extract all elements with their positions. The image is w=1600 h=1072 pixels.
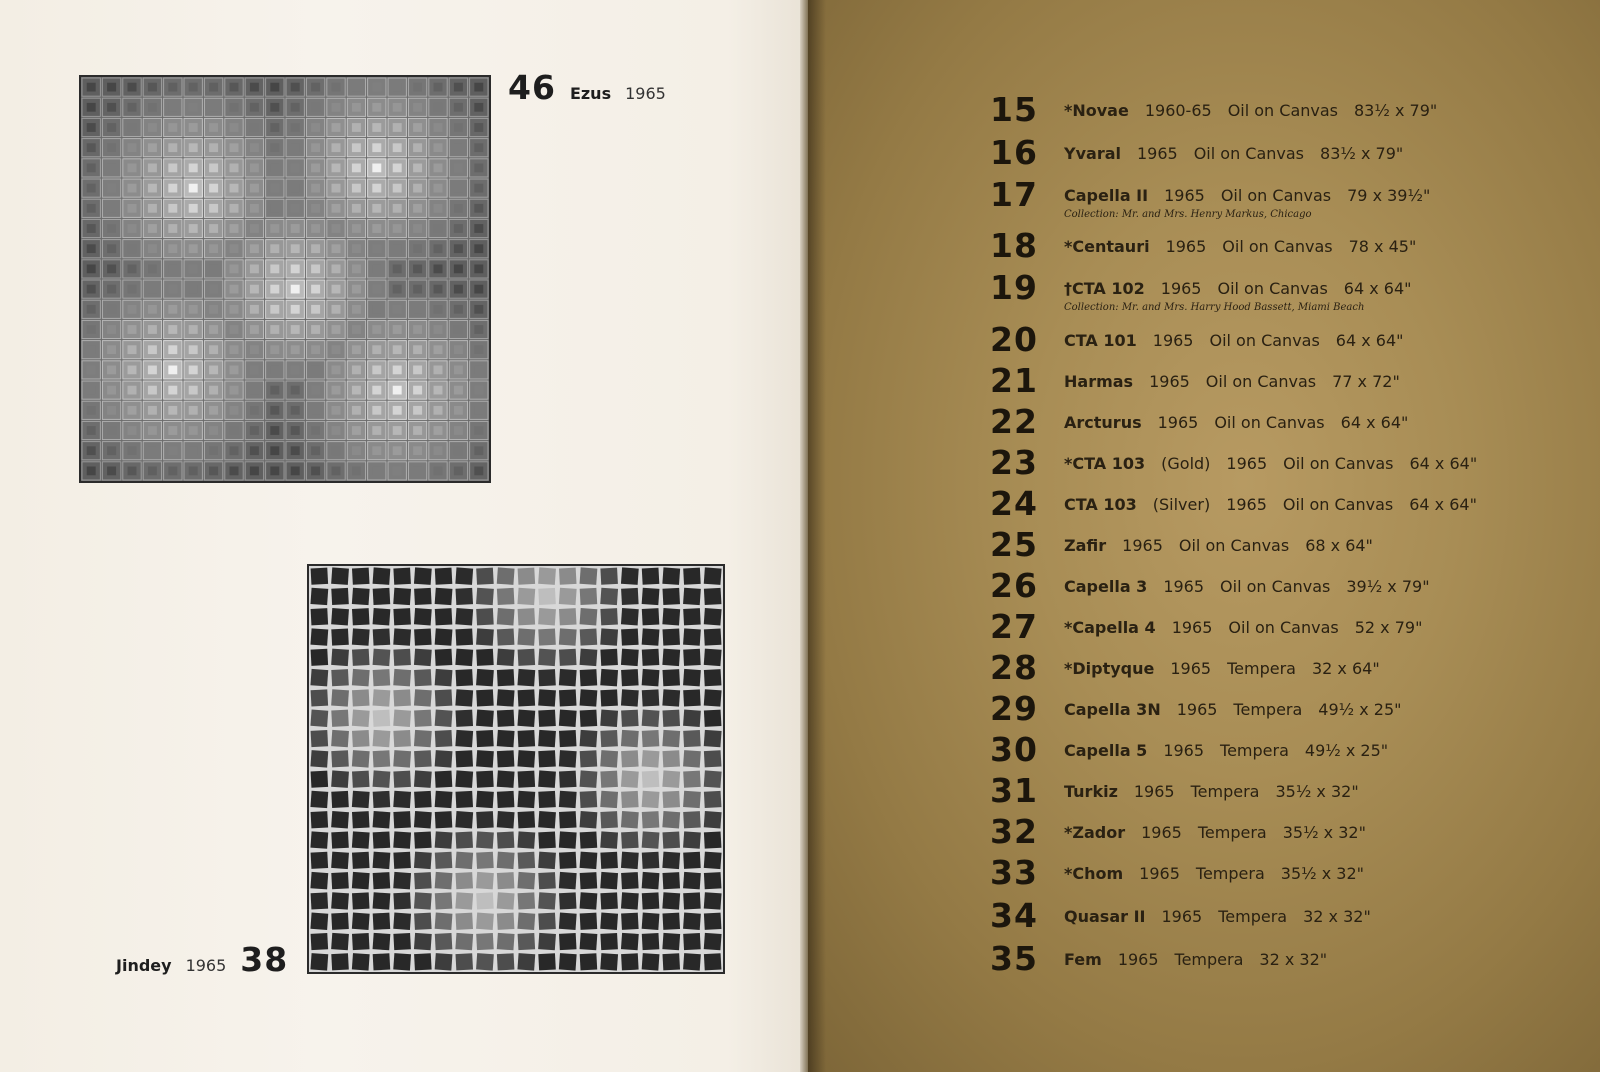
catalog-field: Tempera [1195, 864, 1265, 883]
catalog-field: Oil on Canvas [1205, 372, 1317, 391]
catalog-field: 35½ x 32" [1275, 782, 1359, 801]
catalog-number: 15 [990, 90, 1038, 129]
catalog-number: 25 [990, 525, 1038, 564]
catalog-field: 1965 [1133, 782, 1175, 801]
catalog-title: †CTA 102 [1064, 279, 1145, 298]
catalog-field: 64 x 64" [1409, 495, 1477, 514]
plate-caption-ezus [508, 68, 666, 107]
catalog-description [1064, 331, 1420, 351]
catalog-field: Tempera [1218, 907, 1288, 926]
catalog-field: 35½ x 32" [1280, 864, 1364, 883]
catalog-number: 21 [990, 361, 1038, 400]
catalog-field: Oil on Canvas [1227, 101, 1338, 120]
plate-number: 38 [240, 940, 289, 979]
catalog-field: 32 x 64" [1311, 659, 1380, 678]
catalog-title: Turkiz [1064, 782, 1118, 801]
catalog-description [1064, 864, 1380, 884]
catalog-field: Oil on Canvas [1282, 495, 1394, 514]
catalog-field: 64 x 64" [1340, 413, 1409, 432]
catalog-field: 1965 [1165, 237, 1207, 256]
catalog-title: CTA 101 [1064, 331, 1137, 350]
catalog-field: 1965 [1152, 331, 1194, 350]
catalog-description [1064, 279, 1428, 299]
catalog-field: 64 x 64" [1335, 331, 1404, 350]
catalog-title: *CTA 103 [1064, 454, 1146, 473]
catalog-title: Quasar II [1064, 907, 1146, 926]
catalog-title: *Centauri [1064, 237, 1150, 256]
catalog-field: 52 x 79" [1354, 618, 1423, 637]
catalog-number: 29 [990, 689, 1038, 728]
plate-caption-jindey [116, 940, 288, 979]
catalog-number: 26 [990, 566, 1038, 605]
catalog-number: 20 [990, 320, 1038, 359]
catalog-description [1064, 577, 1446, 597]
catalog-field: 1965 [1176, 700, 1218, 719]
catalog-field: 1965 [1161, 907, 1203, 926]
catalog-title: *Diptyque [1064, 659, 1155, 678]
catalog-description [1064, 144, 1419, 164]
catalog-title: Capella 5 [1064, 741, 1148, 760]
plate-number: 46 [508, 68, 556, 107]
catalog-field: Tempera [1197, 823, 1267, 842]
catalog-field: 77 x 72" [1332, 372, 1400, 391]
artwork-ezus [79, 75, 491, 483]
catalog-number: 31 [990, 771, 1038, 810]
catalog-description [1064, 700, 1418, 720]
catalog-field: 1965 [1149, 372, 1190, 391]
catalog-field: 83½ x 79" [1320, 144, 1404, 163]
catalog-field: 49½ x 25" [1318, 700, 1402, 719]
catalog-field: Oil on Canvas [1217, 279, 1328, 298]
catalog-field: Oil on Canvas [1214, 413, 1325, 432]
catalog-field: 1965 [1226, 454, 1268, 473]
catalog-description [1064, 536, 1389, 556]
catalog-field: 1965 [1139, 864, 1180, 883]
catalog-number: 32 [990, 812, 1038, 851]
catalog-field: 32 x 32" [1303, 907, 1371, 926]
catalog-description [1064, 659, 1396, 679]
catalog-field: 83½ x 79" [1354, 101, 1438, 120]
catalog-description [1064, 186, 1446, 206]
plate-title: Ezus [569, 84, 612, 103]
catalog-field: Oil on Canvas [1220, 577, 1331, 596]
catalog-field: 1960-65 [1144, 101, 1212, 120]
catalog-title: *Chom [1064, 864, 1124, 883]
catalog-field: Tempera [1220, 741, 1289, 760]
catalog-field: 1965 [1164, 186, 1205, 205]
catalog-title: *Zador [1064, 823, 1126, 842]
artwork-jindey [307, 564, 725, 974]
catalog-number: 22 [990, 402, 1038, 441]
catalog-description [1064, 495, 1493, 515]
catalog-field: (Silver) [1152, 495, 1211, 514]
catalog-title: *Novae [1064, 101, 1129, 120]
catalog-description [1064, 237, 1432, 257]
catalog-field: Tempera [1227, 659, 1296, 678]
catalog-number: 18 [990, 226, 1038, 265]
artwork-ezus-grid [81, 77, 489, 481]
catalog-field: 78 x 45" [1348, 237, 1417, 256]
catalog-title: Fem [1064, 950, 1102, 969]
catalog-field: 1965 [1160, 279, 1202, 298]
catalog-description [1064, 950, 1343, 970]
catalog-number: 34 [990, 896, 1038, 935]
catalog-title: Arcturus [1064, 413, 1142, 432]
catalog-field: 39½ x 79" [1346, 577, 1430, 596]
catalog-number: 17 [990, 175, 1038, 214]
catalog-description [1064, 413, 1424, 433]
catalog-field: 49½ x 25" [1304, 741, 1389, 760]
catalog-collection: Collection: Mr. and Mrs. Harry Hood Bassett, Miami Beach [1064, 302, 1365, 313]
catalog-field: 79 x 39½" [1347, 186, 1431, 205]
catalog-number: 24 [990, 484, 1038, 523]
catalog-field: 32 x 32" [1259, 950, 1328, 969]
catalog-field: Oil on Canvas [1193, 144, 1305, 163]
catalog-field: 1965 [1163, 577, 1205, 596]
catalog-number: 30 [990, 730, 1038, 769]
catalog-field: 1965 [1136, 144, 1178, 163]
catalog-description [1064, 454, 1493, 474]
catalog-field: Oil on Canvas [1209, 331, 1320, 350]
catalog-field: 1965 [1117, 950, 1159, 969]
catalog-field: 1965 [1170, 659, 1212, 678]
catalog-number: 27 [990, 607, 1038, 646]
catalog-field: Tempera [1174, 950, 1244, 969]
catalog-description [1064, 823, 1382, 843]
catalog-number: 28 [990, 648, 1038, 687]
plate-year: 1965 [625, 84, 666, 103]
catalog-field: 1965 [1163, 741, 1205, 760]
catalog-field: 68 x 64" [1305, 536, 1373, 555]
catalog-field: Tempera [1190, 782, 1260, 801]
catalog-description [1064, 782, 1375, 802]
catalog-field: Oil on Canvas [1178, 536, 1290, 555]
catalog-field: Oil on Canvas [1222, 237, 1333, 256]
catalog-field: 1965 [1141, 823, 1182, 842]
catalog-field: Oil on Canvas [1220, 186, 1332, 205]
catalog-title: Zafir [1064, 536, 1107, 555]
catalog-description [1064, 741, 1404, 761]
catalog-field: 64 x 64" [1409, 454, 1478, 473]
catalog-title: Harmas [1064, 372, 1134, 391]
catalog-title: Yvaral [1064, 144, 1121, 163]
catalog-title: Capella 3 [1064, 577, 1148, 596]
catalog-field: 64 x 64" [1343, 279, 1412, 298]
catalog-description [1064, 618, 1438, 638]
catalog-title: *Capella 4 [1064, 618, 1156, 637]
catalog-field: 35½ x 32" [1282, 823, 1366, 842]
catalog-description [1064, 101, 1453, 121]
catalog-field: 1965 [1122, 536, 1163, 555]
catalog-field: Oil on Canvas [1228, 618, 1339, 637]
plate-title: Jindey [116, 956, 172, 975]
catalog-number: 35 [990, 939, 1038, 978]
catalog-field: (Gold) [1161, 454, 1211, 473]
catalog-number: 19 [990, 268, 1038, 307]
catalog-collection: Collection: Mr. and Mrs. Henry Markus, Chicago [1064, 209, 1312, 220]
artwork-jindey-grid [309, 566, 723, 972]
catalog-title: Capella 3N [1064, 700, 1161, 719]
catalog-field: Oil on Canvas [1283, 454, 1394, 473]
catalog-field: 1965 [1226, 495, 1267, 514]
catalog-number: 33 [990, 853, 1038, 892]
plate-year: 1965 [185, 956, 227, 975]
catalog-field: Tempera [1233, 700, 1303, 719]
catalog-number: 23 [990, 443, 1038, 482]
catalog-title: Capella II [1064, 186, 1149, 205]
catalog-description [1064, 907, 1387, 927]
catalog-description [1064, 372, 1416, 392]
catalog-field: 1965 [1157, 413, 1199, 432]
catalog-number: 16 [990, 133, 1038, 172]
catalog-title: CTA 103 [1064, 495, 1137, 514]
catalog-field: 1965 [1171, 618, 1213, 637]
